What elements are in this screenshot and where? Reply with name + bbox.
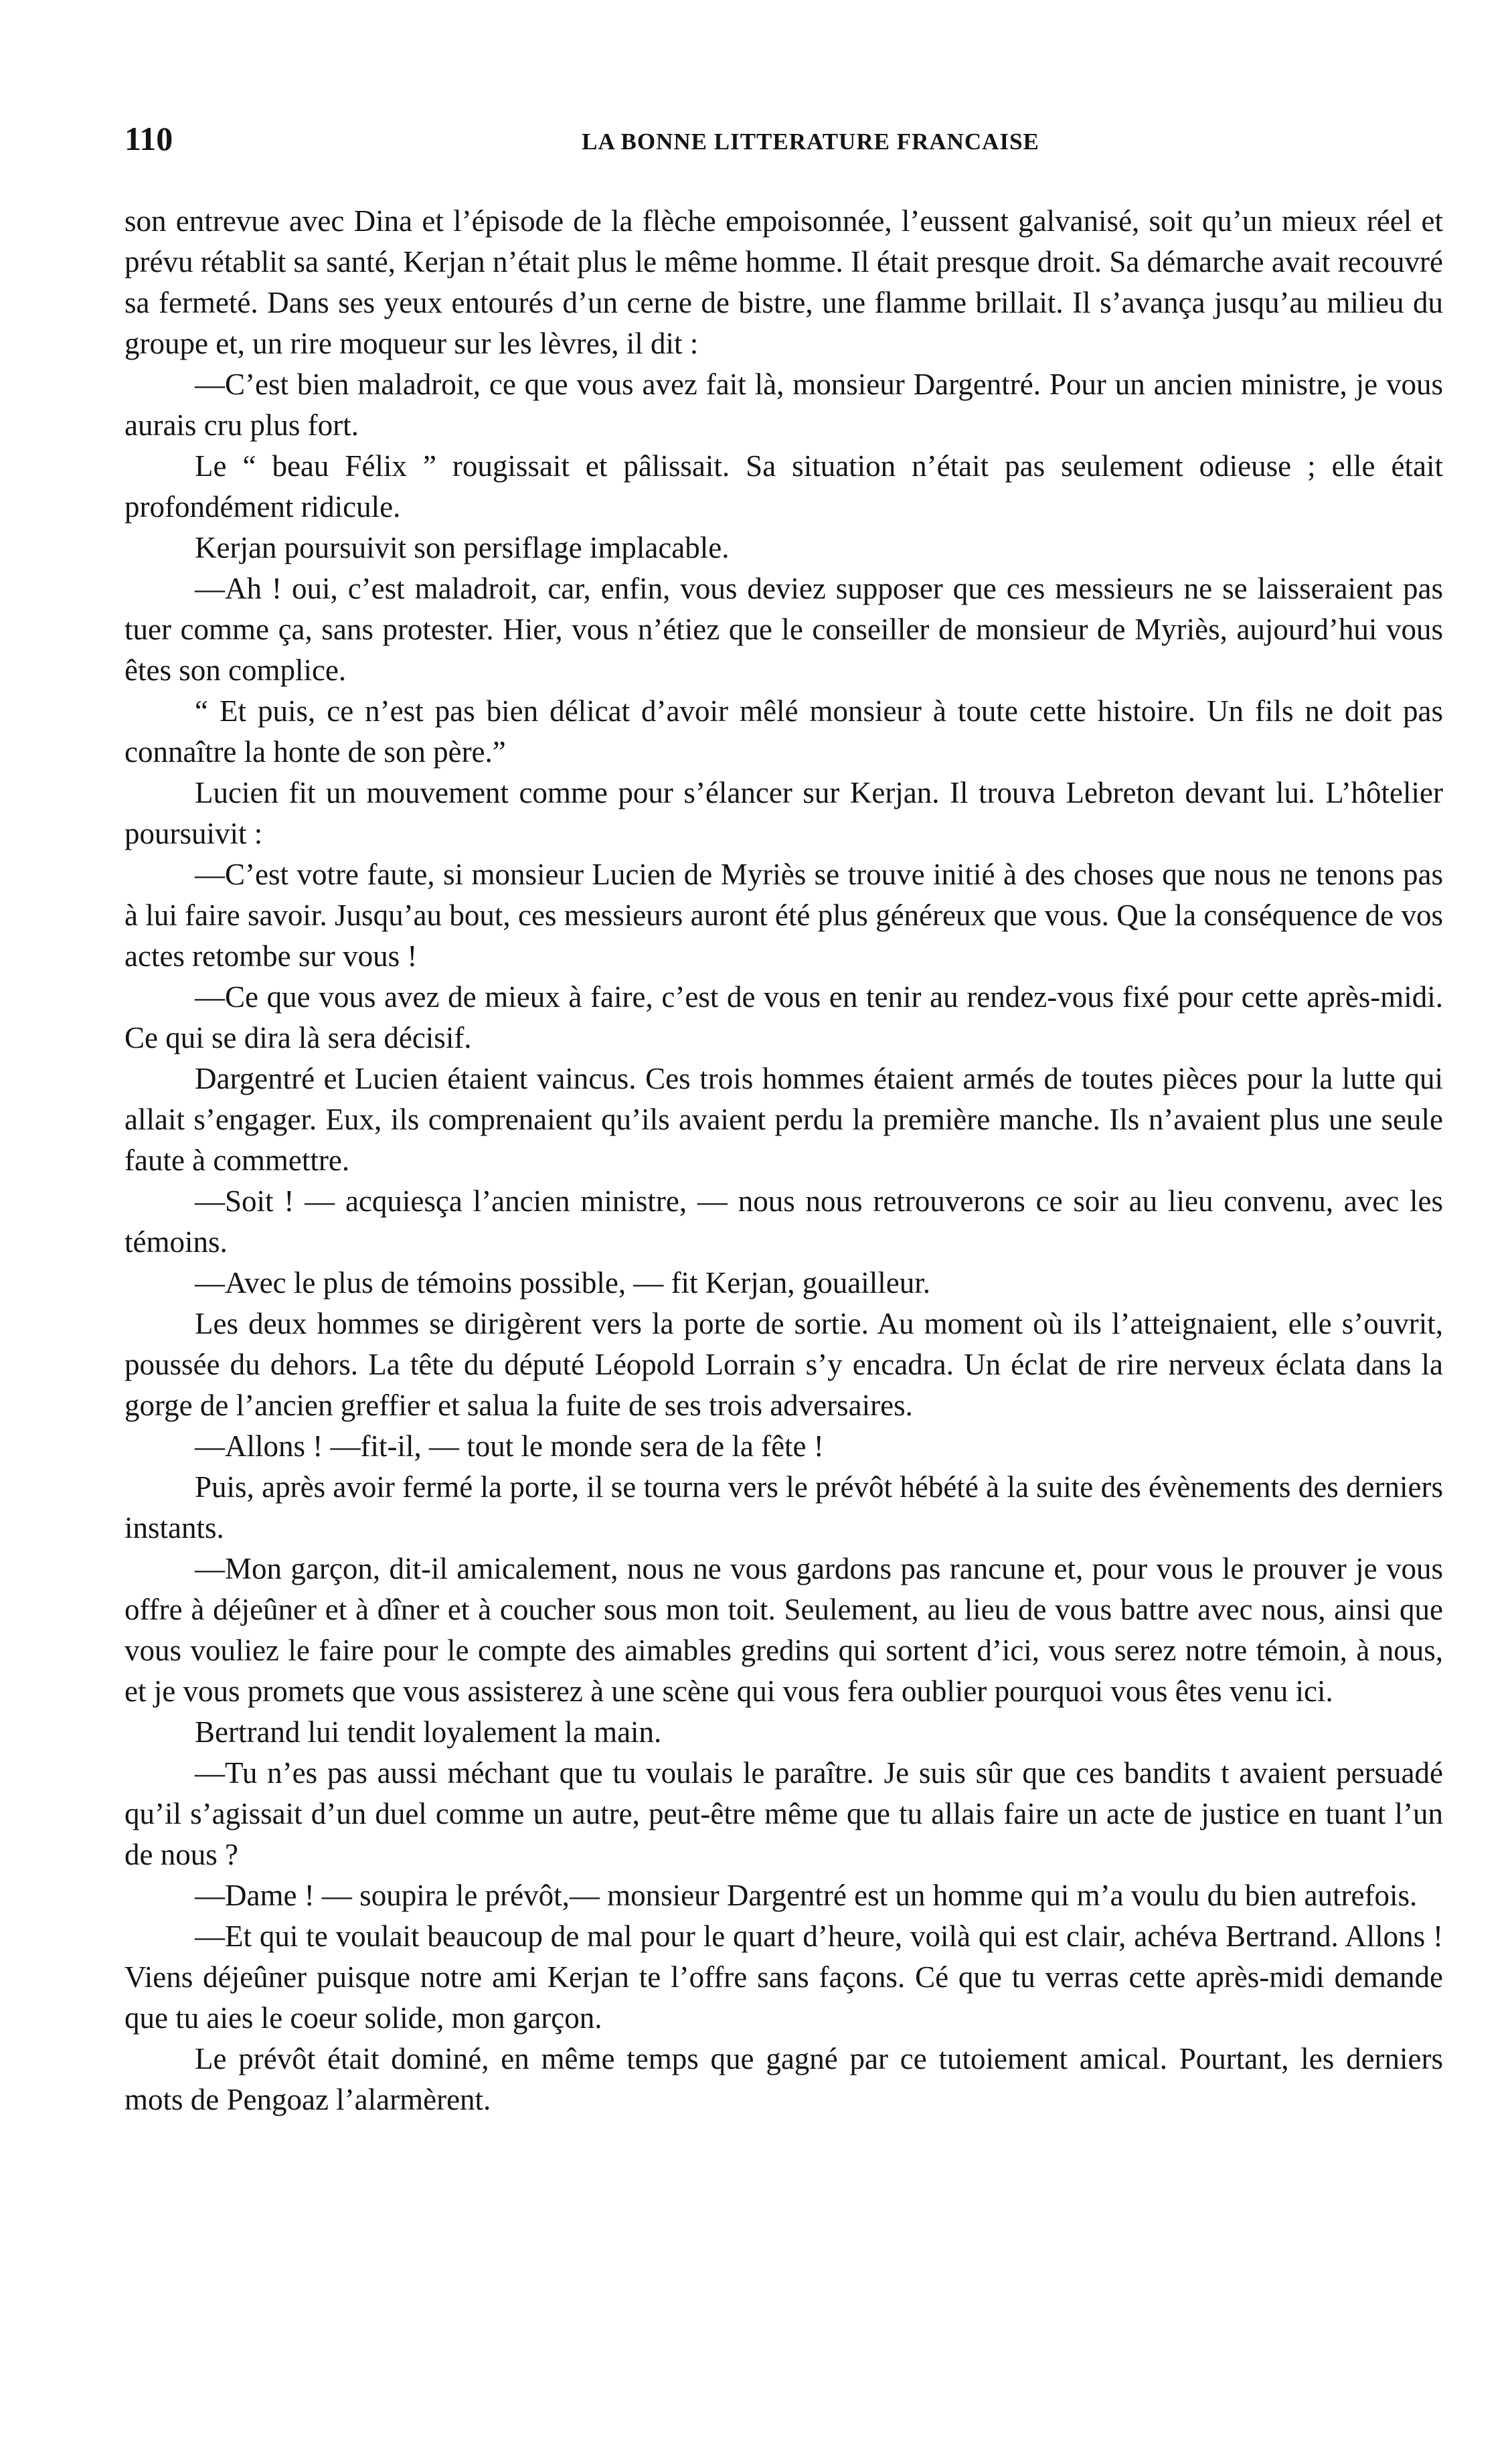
body-text xyxy=(124,201,1443,2120)
paragraph: —Allons ! —fit-il, — tout le monde sera de la fête ! xyxy=(195,1429,824,1463)
paragraph: —Et qui te voulait beaucoup de mal pour le quart d’heure, voilà qui est clair, achéva Bertrand. Allons ! Viens déjeûner puisque notre ami Kerjan te l’offre sans façons. Cé que tu verras cette après-midi demande que tu aies le coeur solide, mon garçon. xyxy=(124,1919,1443,2035)
page-number: 110 xyxy=(124,120,173,157)
paragraph: Puis, après avoir fermé la porte, il se tourna vers le prévôt hébété à la suite des évènements des derniers instants. xyxy=(124,1470,1443,1545)
paragraph: Lucien fit un mouvement comme pour s’élancer sur Kerjan. Il trouva Lebreton devant lui. L’hôtelier poursuivit : xyxy=(124,776,1443,850)
paragraph: son entrevue avec Dina et l’épisode de la flèche empoisonnée, l’eussent galvanisé, soit qu’un mieux réel et prévu rétablit sa santé, Kerjan n’était plus le même homme. Il était presque droit. Sa démarche avait recouvré sa fermeté. Dans ses yeux entourés d’un cerne de bistre, une flamme brillait. Il s’avança jusqu’au milieu du groupe et, un rire moqueur sur les lèvres, il dit : xyxy=(124,204,1443,360)
paragraph: —Avec le plus de témoins possible, — fit Kerjan, gouailleur. xyxy=(195,1266,930,1300)
paragraph: —Dame ! — soupira le prévôt,— monsieur Dargentré est un homme qui m’a voulu du bien autrefois. xyxy=(195,1879,1418,1912)
page-header xyxy=(124,114,1443,167)
paragraph: —Soit ! — acquiesça l’ancien ministre, — nous nous retrouverons ce soir au lieu convenu, avec les témoins. xyxy=(124,1184,1443,1259)
paragraph: —Tu n’es pas aussi méchant que tu voulais le paraître. Je suis sûr que ces bandits t avaient persuadé qu’il s’agissait d’un duel comme un autre, peut-être même que tu allais faire un acte de justice en tuant l’un de nous ? xyxy=(124,1756,1443,1871)
paragraph: —Mon garçon, dit-il amicalement, nous ne vous gardons pas rancune et, pour vous le prouver je vous offre à déjeûner et à dîner et à coucher sous mon toit. Seulement, au lieu de vous battre avec nous, ainsi que vous vouliez le faire pour le compte des aimables gredins qui sortent d’ici, vous serez notre témoin, à nous, et je vous promets que vous assisterez à une scène qui vous fera oublier pourquoi vous êtes venu ici. xyxy=(124,1552,1443,1708)
book-page xyxy=(124,114,1443,2120)
paragraph: Le prévôt était dominé, en même temps que gagné par ce tutoiement amical. Pourtant, les derniers mots de Pengoaz l’alarmèrent. xyxy=(124,2042,1443,2116)
paragraph: Kerjan poursuivit son persiflage implacable. xyxy=(195,531,730,564)
paragraph: Dargentré et Lucien étaient vaincus. Ces trois hommes étaient armés de toutes pièces pour la lutte qui allait s’engager. Eux, ils comprenaient qu’ils avaient perdu la première manche. Ils n’avaient plus une seule faute à commettre. xyxy=(124,1062,1443,1177)
paragraph: Le “ beau Félix ” rougissait et pâlissait. Sa situation n’était pas seulement odieuse ; elle était profondément ridicule. xyxy=(124,449,1443,524)
running-title: LA BONNE LITTERATURE FRANCAISE xyxy=(582,129,1039,155)
paragraph: —C’est bien maladroit, ce que vous avez fait là, monsieur Dargentré. Pour un ancien ministre, je vous aurais cru plus fort. xyxy=(124,368,1443,442)
paragraph: Les deux hommes se dirigèrent vers la porte de sortie. Au moment où ils l’atteignaient, elle s’ouvrit, poussée du dehors. La tête du député Léopold Lorrain s’y encadra. Un éclat de rire nerveux éclata dans la gorge de l’ancien greffier et salua la fuite de ses trois adversaires. xyxy=(124,1307,1443,1422)
paragraph: —C’est votre faute, si monsieur Lucien de Myriès se trouve initié à des choses que nous ne tenons pas à lui faire savoir. Jusqu’au bout, ces messieurs auront été plus généreux que vous. Que la conséquence de vos actes retombe sur vous ! xyxy=(124,858,1443,973)
paragraph: Bertrand lui tendit loyalement la main. xyxy=(195,1715,662,1749)
paragraph: —Ce que vous avez de mieux à faire, c’est de vous en tenir au rendez-vous fixé pour cette après-midi. Ce qui se dira là sera décisif. xyxy=(124,980,1443,1054)
paragraph: “ Et puis, ce n’est pas bien délicat d’avoir mêlé monsieur à toute cette histoire. Un fils ne doit pas connaître la honte de son père.” xyxy=(124,694,1443,769)
paragraph: —Ah ! oui, c’est maladroit, car, enfin, vous deviez supposer que ces messieurs ne se laisseraient pas tuer comme ça, sans protester. Hier, vous n’étiez que le conseiller de monsieur de Myriès, aujourd’hui vous êtes son complice. xyxy=(124,572,1443,687)
